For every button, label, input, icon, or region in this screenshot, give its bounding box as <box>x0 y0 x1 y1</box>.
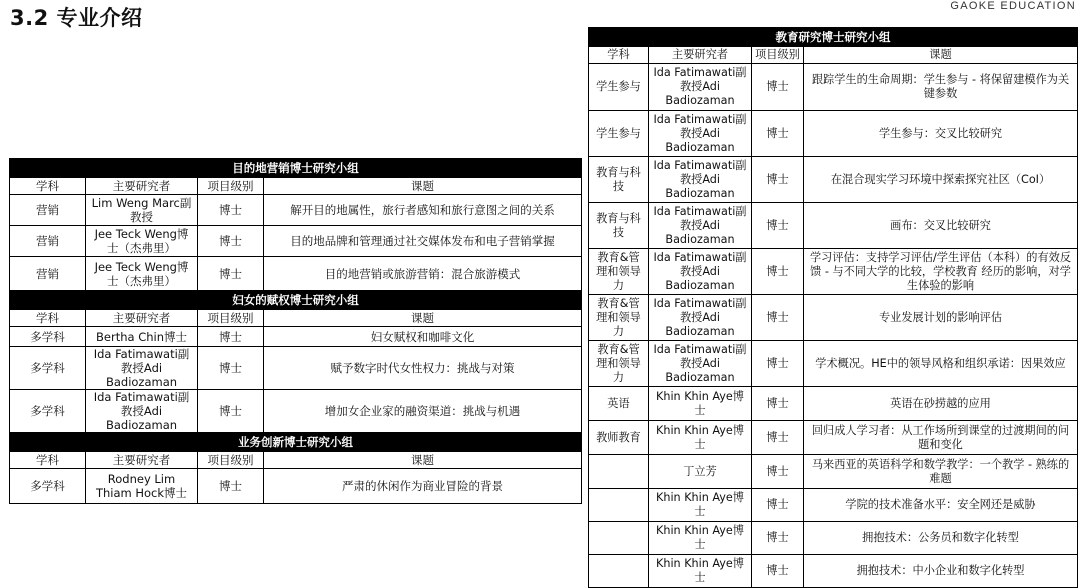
table-cell: 学生参与 <box>589 111 649 157</box>
table-cell: Ida Fatimawati副教授Adi Badiozaman <box>649 203 752 249</box>
group-title-row <box>10 433 582 452</box>
table-cell: Jee Teck Weng博士（杰弗里） <box>86 257 198 291</box>
table-cell: Ida Fatimawati副教授Adi Badiozaman <box>649 157 752 203</box>
table-cell: 英语 <box>589 387 649 421</box>
column-header: 课题 <box>264 310 582 327</box>
table-cell: Ida Fatimawati副教授Adi Badiozaman <box>649 64 752 111</box>
education-research-table <box>588 27 1078 588</box>
table-row <box>10 347 582 390</box>
table-row <box>10 195 582 226</box>
table-cell: Khin Khin Aye博士 <box>649 522 752 555</box>
group-title: 目的地营销博士研究小组 <box>10 159 582 178</box>
page-title: 3.2 专业介绍 <box>10 6 143 30</box>
table-cell: 教师教育 <box>589 421 649 455</box>
table-cell: Lim Weng Marc副教授 <box>86 195 198 226</box>
table-cell: 增加女企业家的融资渠道：挑战与机遇 <box>264 390 582 433</box>
table-row <box>10 327 582 347</box>
column-header-row <box>10 178 582 195</box>
table-cell: Rodney Lim Thiam Hock博士 <box>86 469 198 504</box>
table-cell: 丁立芳 <box>649 455 752 489</box>
table-cell: 博士 <box>752 387 804 421</box>
table-cell: 教育&管理和领导力 <box>589 249 649 295</box>
table-row <box>589 249 1078 295</box>
table-cell: 在混合现实学习环境中探索探究社区（CoI） <box>804 157 1078 203</box>
table-cell: 教育与科技 <box>589 203 649 249</box>
table-cell: Ida Fatimawati副教授Adi Badiozaman <box>649 249 752 295</box>
table-cell: 博士 <box>198 347 264 390</box>
table-cell: 学生参与 <box>589 64 649 111</box>
left-research-tables <box>9 158 582 504</box>
column-header: 学科 <box>10 452 86 469</box>
table-cell: Khin Khin Aye博士 <box>649 489 752 522</box>
table-cell: 博士 <box>752 157 804 203</box>
table-cell: 教育与科技 <box>589 157 649 203</box>
table-cell: 博士 <box>752 341 804 387</box>
group-title-row <box>589 28 1078 47</box>
table-cell: Jee Teck Weng博士（杰弗里） <box>86 226 198 257</box>
table-cell: 博士 <box>752 455 804 489</box>
table-cell: Bertha Chin博士 <box>86 327 198 347</box>
table-cell: 解开目的地属性，旅行者感知和旅行意图之间的关系 <box>264 195 582 226</box>
table-cell: 专业发展计划的影响评估 <box>804 295 1078 341</box>
table-row <box>589 111 1078 157</box>
table-cell: 博士 <box>752 249 804 295</box>
table-cell: 博士 <box>752 111 804 157</box>
table-row <box>589 341 1078 387</box>
table-row <box>589 157 1078 203</box>
column-header-row <box>10 452 582 469</box>
column-header: 项目级别 <box>198 310 264 327</box>
table-cell: 学院的技术准备水平：安全网还是威胁 <box>804 489 1078 522</box>
column-header: 项目级别 <box>198 178 264 195</box>
column-header: 主要研究者 <box>649 47 752 64</box>
table-cell: 博士 <box>752 421 804 455</box>
table-cell: 多学科 <box>10 469 86 504</box>
table-cell: 博士 <box>198 390 264 433</box>
table-cell: 拥抱技术：公务员和数字化转型 <box>804 522 1078 555</box>
table-cell: Ida Fatimawati副教授Adi Badiozaman <box>649 295 752 341</box>
table-row <box>589 489 1078 522</box>
table-cell: 博士 <box>198 226 264 257</box>
table-cell <box>589 555 649 588</box>
table-row <box>589 387 1078 421</box>
table-cell: 博士 <box>752 555 804 588</box>
table-row <box>589 295 1078 341</box>
table-cell: Ida Fatimawati副教授Adi Badiozaman <box>86 347 198 390</box>
table-cell: 拥抱技术：中小企业和数字化转型 <box>804 555 1078 588</box>
column-header: 主要研究者 <box>86 310 198 327</box>
column-header: 项目级别 <box>198 452 264 469</box>
table-cell: 多学科 <box>10 347 86 390</box>
table-cell: 博士 <box>752 522 804 555</box>
table-cell: 博士 <box>198 469 264 504</box>
table-cell: 博士 <box>752 295 804 341</box>
table-cell: 学术概况。HE中的领导风格和组织承诺：因果效应 <box>804 341 1078 387</box>
table-cell: 博士 <box>198 327 264 347</box>
table-cell: 博士 <box>752 203 804 249</box>
table-cell: 赋予数字时代女性权力：挑战与对策 <box>264 347 582 390</box>
table-row <box>589 203 1078 249</box>
brand-logo-text: GAOKE EDUCATION <box>950 0 1076 12</box>
column-header-row <box>10 310 582 327</box>
table-cell: 博士 <box>752 64 804 111</box>
table-cell: 博士 <box>198 195 264 226</box>
group-title-row <box>10 159 582 178</box>
table-row <box>589 555 1078 588</box>
column-header: 学科 <box>10 178 86 195</box>
table-cell: 学习评估：支持学习评估/学生评估（本科）的有效反馈 - 与不同大学的比较，学校教育 经历的影响，对学生体验的影响 <box>804 249 1078 295</box>
column-header: 学科 <box>10 310 86 327</box>
group-title: 妇女的赋权博士研究小组 <box>10 291 582 310</box>
table-row <box>589 455 1078 489</box>
table-cell <box>589 522 649 555</box>
column-header-row <box>589 47 1078 64</box>
table-cell: Ida Fatimawati副教授Adi Badiozaman <box>86 390 198 433</box>
column-header: 项目级别 <box>752 47 804 64</box>
group-title-row <box>10 291 582 310</box>
table-row <box>589 522 1078 555</box>
table-cell: 博士 <box>198 257 264 291</box>
table-cell: 跟踪学生的生命周期：学生参与 - 将保留建模作为关键参数 <box>804 64 1078 111</box>
table-cell: 教育&管理和领导力 <box>589 341 649 387</box>
group-title: 教育研究博士研究小组 <box>589 28 1078 47</box>
table-cell: 营销 <box>10 257 86 291</box>
table-cell: 目的地营销或旅游营销：混合旅游模式 <box>264 257 582 291</box>
table-cell <box>589 489 649 522</box>
table-row <box>10 257 582 291</box>
table-cell: Khin Khin Aye博士 <box>649 421 752 455</box>
table-cell: Khin Khin Aye博士 <box>649 555 752 588</box>
column-header: 课题 <box>264 452 582 469</box>
column-header: 课题 <box>804 47 1078 64</box>
column-header: 课题 <box>264 178 582 195</box>
table-cell: 营销 <box>10 226 86 257</box>
table-cell: 营销 <box>10 195 86 226</box>
table-row <box>10 226 582 257</box>
table-cell: 博士 <box>752 489 804 522</box>
group-title: 业务创新博士研究小组 <box>10 433 582 452</box>
table-cell: 妇女赋权和咖啡文化 <box>264 327 582 347</box>
table-row <box>10 390 582 433</box>
table-cell: 目的地品牌和管理通过社交媒体发布和电子营销掌握 <box>264 226 582 257</box>
table-cell: 马来西亚的英语科学和数学教学：一个教学 - 熟练的难题 <box>804 455 1078 489</box>
table-cell: 严肃的休闲作为商业冒险的背景 <box>264 469 582 504</box>
table-cell: 多学科 <box>10 327 86 347</box>
table-cell: Khin Khin Aye博士 <box>649 387 752 421</box>
table-cell: 多学科 <box>10 390 86 433</box>
table-cell: 英语在砂捞越的应用 <box>804 387 1078 421</box>
table-row <box>10 469 582 504</box>
table-cell: 画布：交叉比较研究 <box>804 203 1078 249</box>
column-header: 主要研究者 <box>86 452 198 469</box>
table-cell: 学生参与：交叉比较研究 <box>804 111 1078 157</box>
table-row <box>589 421 1078 455</box>
column-header: 主要研究者 <box>86 178 198 195</box>
table-cell: 教育&管理和领导力 <box>589 295 649 341</box>
table-cell <box>589 455 649 489</box>
table-row <box>589 64 1078 111</box>
table-cell: Ida Fatimawati副教授Adi Badiozaman <box>649 341 752 387</box>
column-header: 学科 <box>589 47 649 64</box>
table-cell: 回归成人学习者：从工作场所到课堂的过渡期间的问题和变化 <box>804 421 1078 455</box>
table-cell: Ida Fatimawati副教授Adi Badiozaman <box>649 111 752 157</box>
